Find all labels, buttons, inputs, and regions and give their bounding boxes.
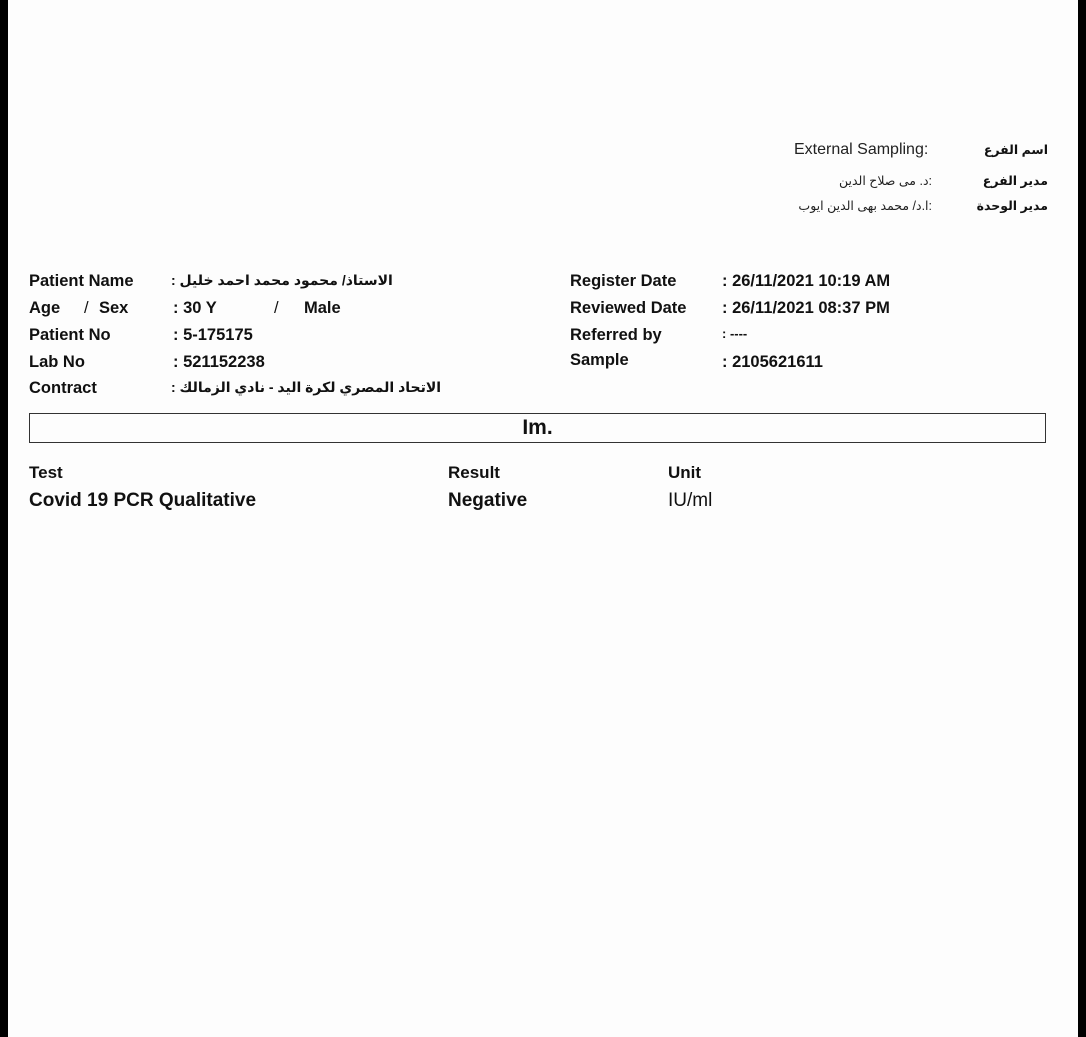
sex-label: Sex: [99, 299, 129, 317]
age-sex-separator: /: [84, 299, 89, 317]
referred-by-label: Referred by: [570, 326, 662, 344]
sex-value: Male: [304, 299, 341, 317]
reviewed-date-label: Reviewed Date: [570, 299, 687, 317]
test-column-header: Test: [29, 463, 63, 482]
unit-manager-value: :ا.د/ محمد بهى الدين ايوب: [798, 199, 932, 213]
branch-name-label: اسم الفرع: [983, 143, 1048, 157]
department-title: Im.: [522, 416, 553, 439]
test-name-cell: Covid 19 PCR Qualitative: [29, 490, 257, 511]
contract-value: الاتحاد المصري لكرة اليد - نادي الزمالك :: [171, 379, 442, 395]
reviewed-date-value: : 26/11/2021 08:37 PM: [722, 299, 890, 317]
patient-name-label: Patient Name: [29, 272, 134, 290]
unit-cell: IU/ml: [668, 490, 713, 511]
department-box: [29, 413, 1046, 443]
register-date-value: : 26/11/2021 10:19 AM: [722, 272, 891, 290]
lab-no-label: Lab No: [29, 353, 85, 371]
contract-label: Contract: [29, 379, 97, 397]
result-column-header: Result: [448, 463, 500, 482]
unit-manager-label: مدير الوحدة: [976, 199, 1048, 213]
lab-no-value: : 521152238: [173, 353, 265, 371]
patient-no-label: Patient No: [29, 326, 111, 344]
external-sampling-label: External Sampling:: [794, 141, 929, 158]
result-cell: Negative: [448, 490, 528, 511]
branch-manager-label: مدير الفرع: [982, 174, 1048, 188]
register-date-label: Register Date: [570, 272, 677, 290]
unit-column-header: Unit: [668, 463, 702, 482]
branch-manager-value: :د. مى صلاح الدين: [838, 174, 932, 188]
patient-no-value: : 5-175175: [173, 326, 253, 344]
sample-value: : 2105621611: [722, 353, 823, 371]
referred-by-value: : ----: [722, 326, 748, 341]
patient-name-value: الاستاذ/ محمود محمد احمد خليل :: [171, 272, 393, 288]
lab-report-page: [8, 0, 1078, 1037]
age-sex-value-separator: /: [274, 299, 279, 317]
age-value: : 30 Y: [173, 299, 217, 317]
age-label: Age: [29, 299, 61, 317]
sample-label: Sample: [570, 351, 629, 369]
